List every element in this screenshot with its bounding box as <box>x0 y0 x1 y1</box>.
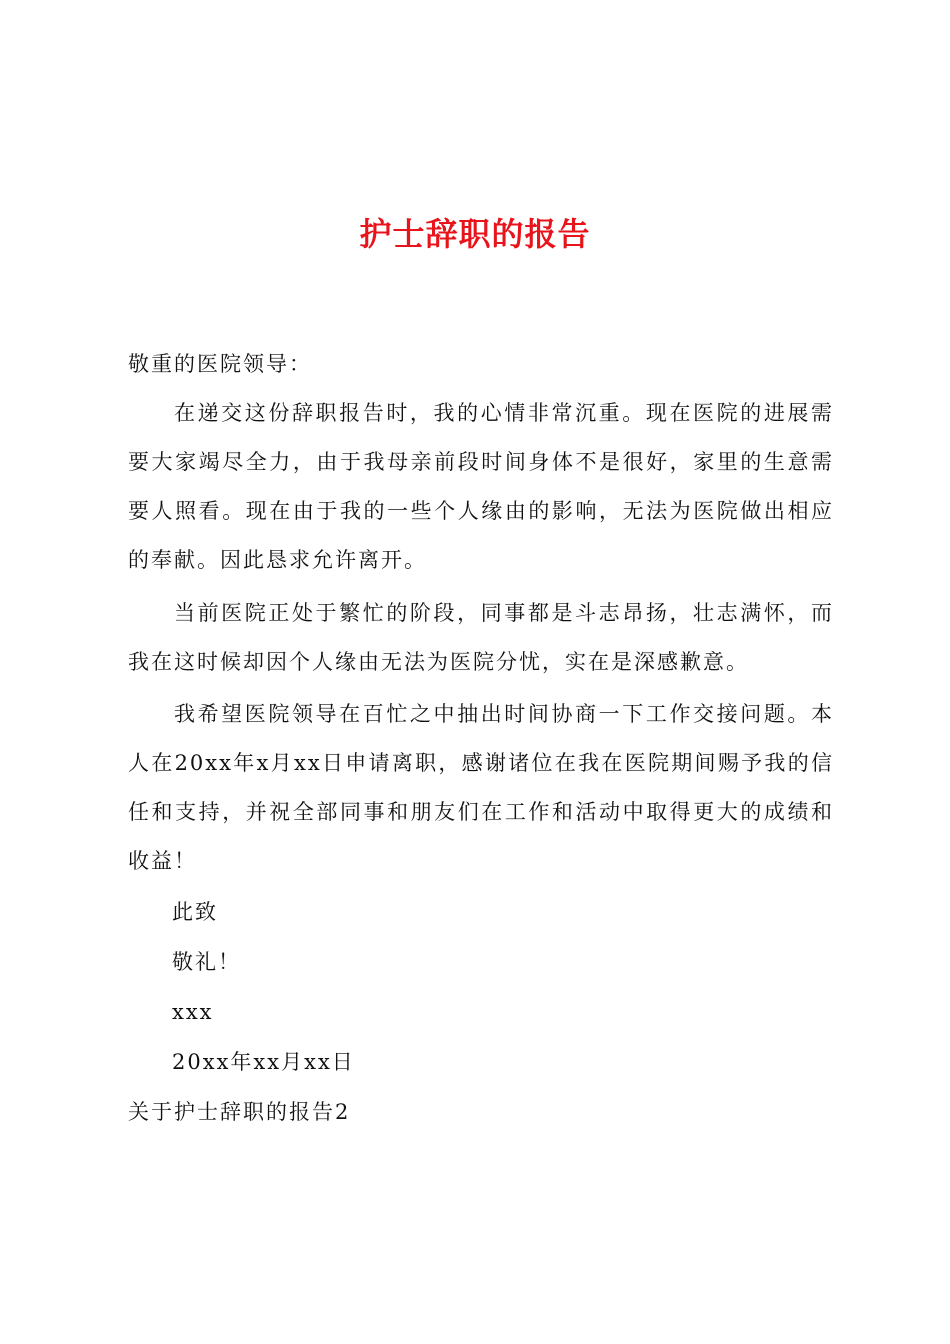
signature: xxx <box>172 1000 214 1024</box>
paragraph-2 <box>128 589 834 687</box>
paragraph-text: 我希望医院领导在百忙之中抽出时间协商一下工作交接问题。本人在20xx年x月xx日申请离职，感谢诸位在我在医院期间赐予我的信任和支持，并祝全部同事和朋友们在工作和活动中取得更大的成绩和收益！ <box>128 702 834 873</box>
paragraph-text: 当前医院正处于繁忙的阶段，同事都是斗志昂扬，壮志满怀，而我在这时候却因个人缘由无法为医院分忧，实在是深感歉意。 <box>128 601 834 674</box>
closing-salute: 敬礼！ <box>172 950 241 974</box>
next-section-title: 关于护士辞职的报告2 <box>128 1100 351 1124</box>
date-line: 20xx年xx月xx日 <box>172 1050 355 1074</box>
paragraph-1 <box>128 389 834 585</box>
paragraph-text: 在递交这份辞职报告时，我的心情非常沉重。现在医院的进展需要大家竭尽全力，由于我母亲前段时间身体不是很好，家里的生意需要人照看。现在由于我的一些个人缘由的影响，无法为医院做出相应的奉献。因此恳求允许离开。 <box>128 401 834 572</box>
document-title: 护士辞职的报告 <box>359 215 591 253</box>
paragraph-3 <box>128 690 834 886</box>
salutation: 敬重的医院领导： <box>128 352 312 376</box>
closing-phrase: 此致 <box>172 900 218 924</box>
